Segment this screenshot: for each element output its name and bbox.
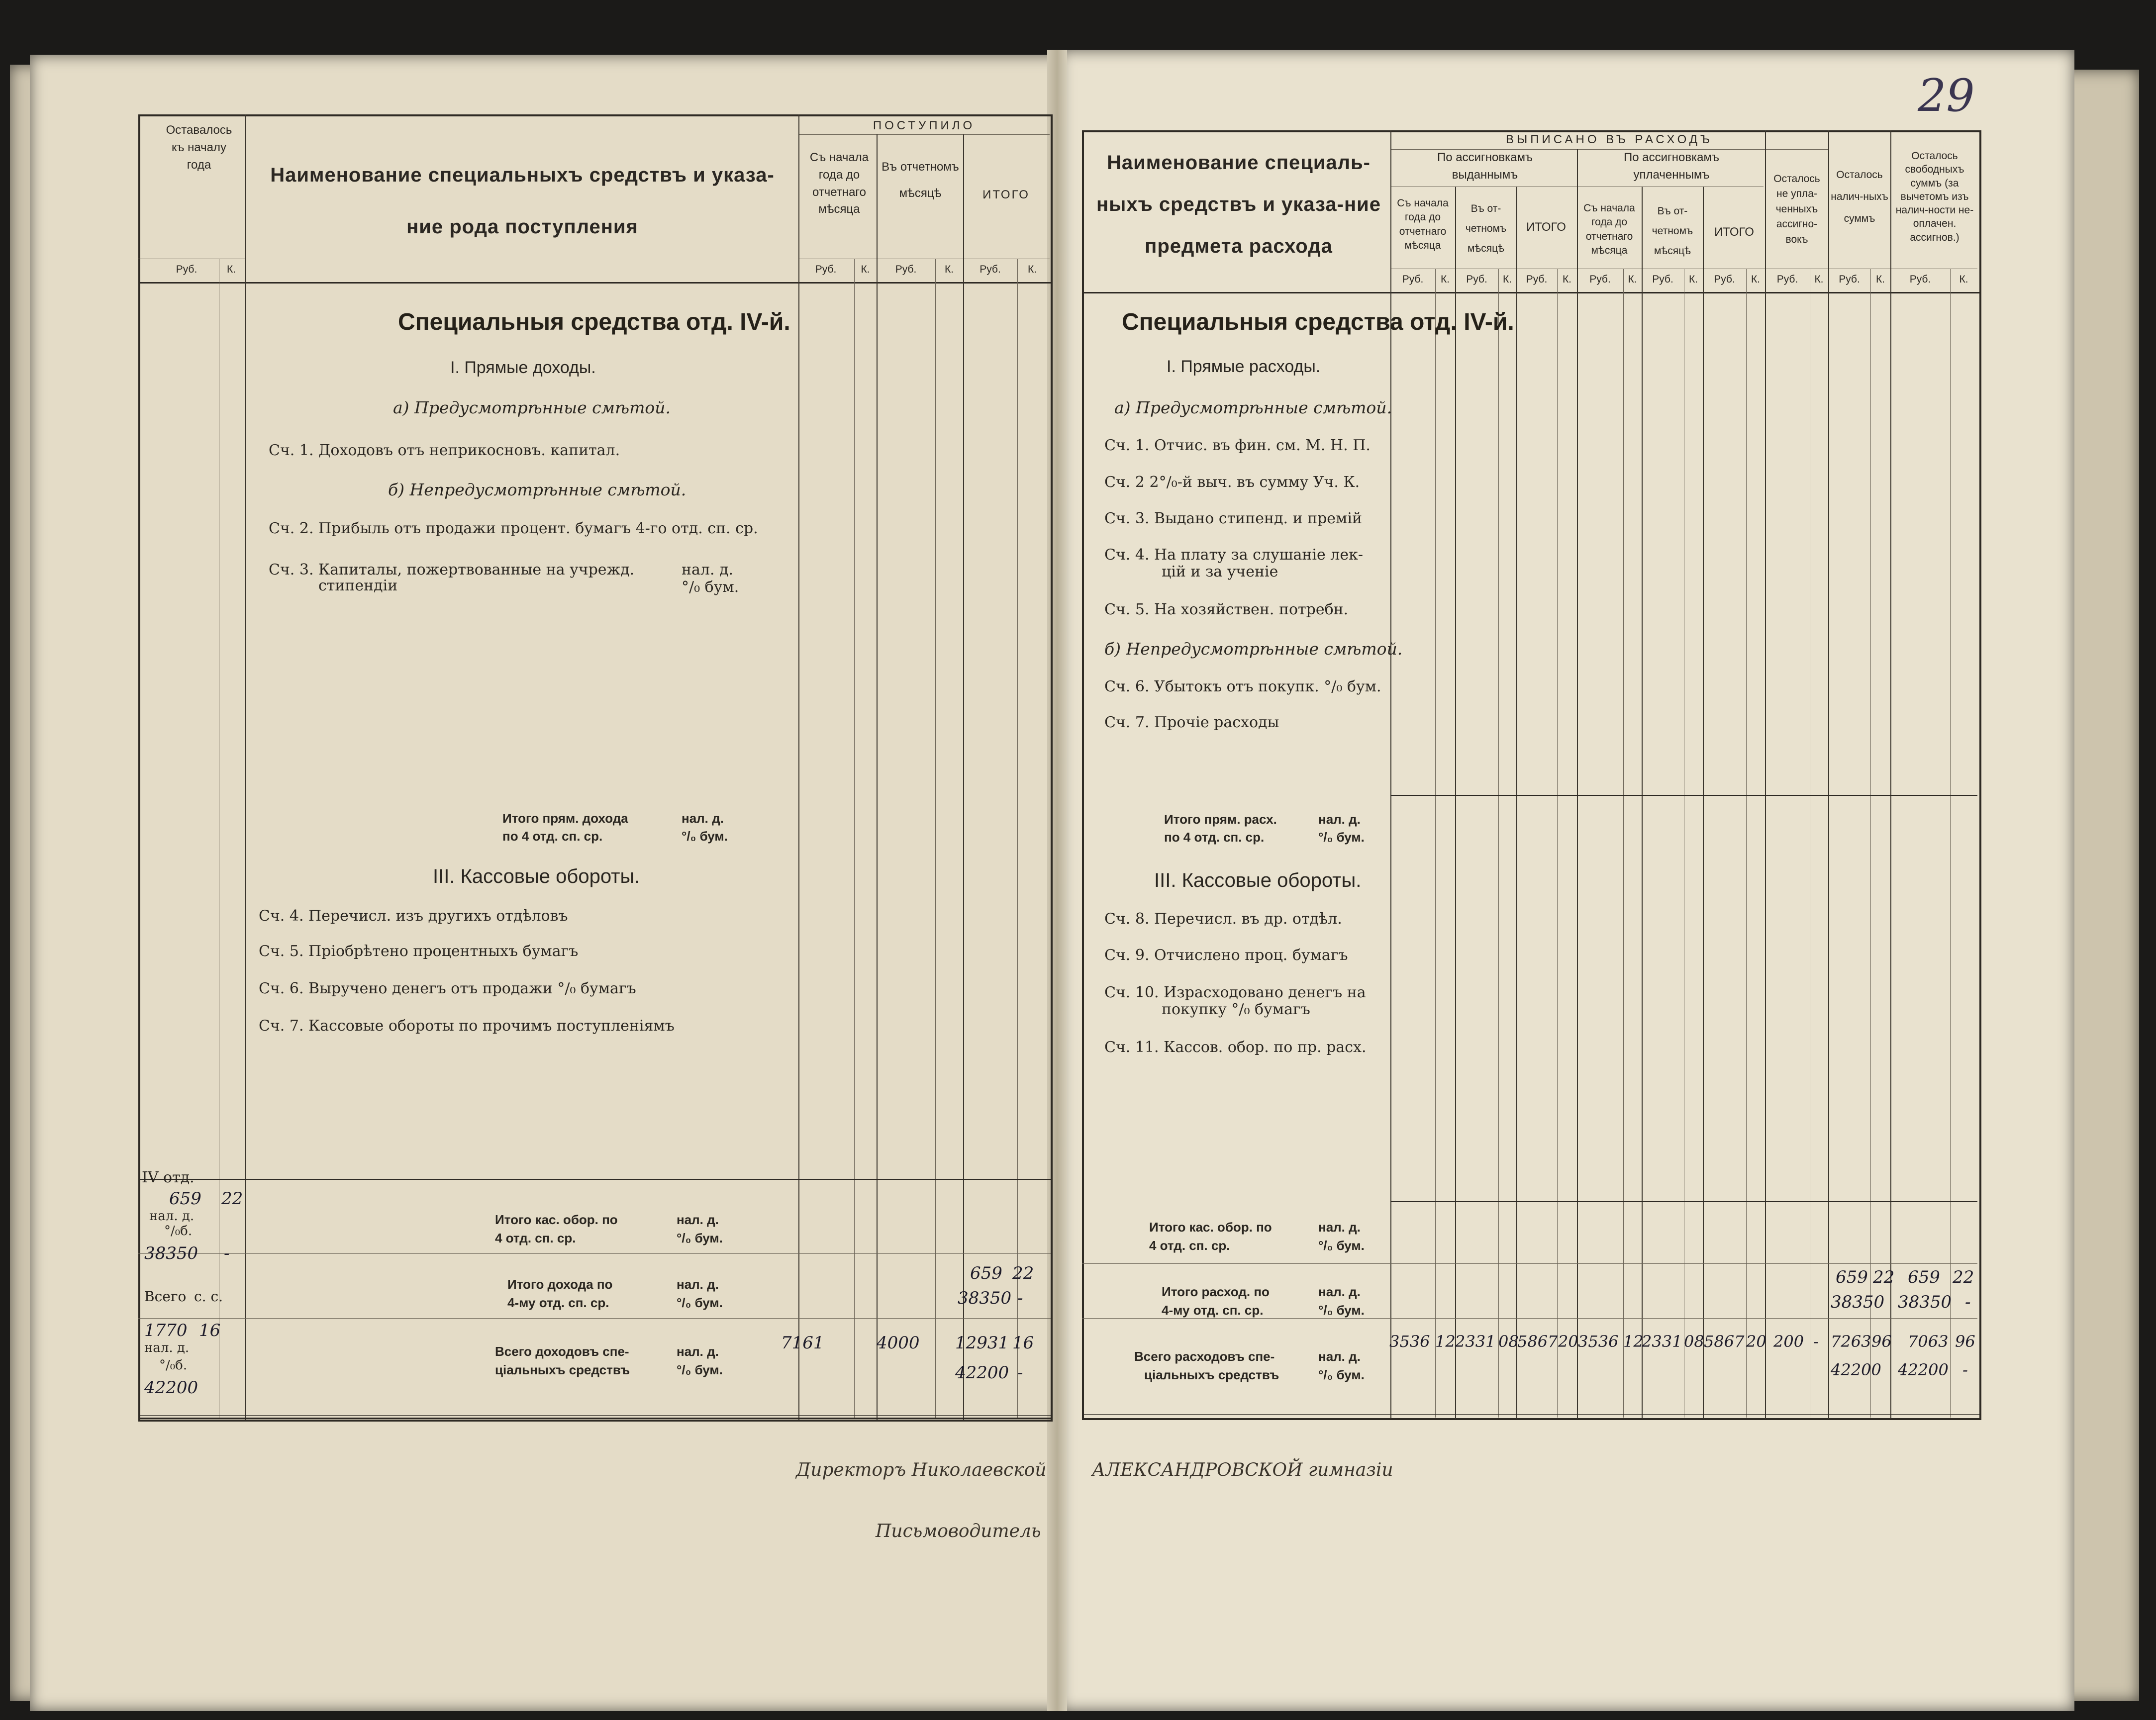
- right-hw-5867-b: 5867: [1704, 1332, 1745, 1351]
- right-line-10b: покупку °/₀ бумагъ: [1162, 1001, 1310, 1018]
- left-hw-dash-3: -: [1017, 1288, 1023, 1308]
- right-header-issued: ВЫПИСАНО ВЪ РАСХОДЪ: [1505, 133, 1713, 146]
- left-hw-42200b: 42200: [955, 1363, 1009, 1383]
- left-hw-22: 22: [221, 1189, 243, 1209]
- right-unit-kop-6: К.: [1751, 274, 1761, 285]
- right-line-2: Сч. 2 2°/₀-й выч. въ сумму Уч. К.: [1104, 474, 1360, 491]
- left-line-7: Сч. 7. Кассовые обороты по прочимъ поступленiямъ: [259, 1017, 675, 1035]
- right-line-5: Сч. 5. На хозяйствен. потребн.: [1104, 601, 1349, 618]
- right-grand-a: Всего расходовъ спе-: [1134, 1349, 1275, 1364]
- left-signature-director: Директоръ Николаевской: [796, 1460, 1047, 1480]
- right-header-by-issued: По ассигновкамъ выданнымъ: [1437, 151, 1533, 182]
- left-unit-kop-2: К.: [861, 264, 870, 275]
- right-unit-kop-8: К.: [1875, 274, 1885, 285]
- right-header-unpaid: Осталось не упла-ченныхъ ассигно-вокъ: [1773, 173, 1820, 245]
- left-header-remained: Оставалось къ началу года: [166, 123, 232, 172]
- right-unit-rub-8: Руб.: [1839, 274, 1860, 285]
- left-margin-nal: нал. д.: [149, 1209, 195, 1224]
- left-line-2: Сч. 2. Прибыль отъ продажи процент. бумагъ 4-го отд. сп. ср.: [269, 520, 758, 537]
- right-header-cash: Осталось налич-ныхъ суммъ: [1831, 169, 1888, 225]
- right-total-cash-b: 4 отд. сп. ср.: [1149, 1238, 1230, 1253]
- right-cash-title: III. Кассовые обороты.: [1154, 869, 1362, 891]
- left-unit-kop: К.: [226, 264, 236, 275]
- right-total-exp-a: Итого расход. по: [1162, 1284, 1270, 1299]
- left-grand-nal: нал. д.: [677, 1344, 719, 1359]
- left-line-6: Сч. 6. Выручено денегъ отъ продажи °/₀ бумагъ: [259, 980, 636, 997]
- right-unit-kop-9: К.: [1959, 274, 1968, 285]
- left-margin-iv: IV отд.: [142, 1169, 195, 1186]
- left-grand-proc: °/₀ бум.: [677, 1362, 723, 1377]
- left-cash-title: III. Кассовые обороты.: [433, 865, 640, 887]
- left-header-total: ИТОГО: [982, 188, 1030, 201]
- right-total-cash-proc: °/₀ бум.: [1318, 1238, 1365, 1253]
- right-hw-96-b: 96: [1955, 1332, 1975, 1351]
- right-unit-rub-3: Руб.: [1526, 274, 1548, 285]
- right-unit-kop-7: К.: [1814, 274, 1824, 285]
- left-line-3b: стипендiи: [318, 577, 398, 594]
- right-signature-gymnasium: АЛЕКСАНДРОВСКОЙ гимназiи: [1092, 1460, 1393, 1480]
- right-hw-12-a: 12: [1435, 1332, 1456, 1351]
- right-total-direct-b: по 4 отд. сп. ср.: [1164, 830, 1265, 845]
- right-unit-rub-1: Руб.: [1402, 274, 1424, 285]
- right-line-8: Сч. 8. Перечисл. въ др. отдѣл.: [1104, 910, 1342, 928]
- left-unit-rub-3: Руб.: [895, 264, 917, 275]
- right-total-exp-nal: нал. д.: [1318, 1284, 1361, 1299]
- left-hw-22b: 22: [1012, 1263, 1034, 1283]
- left-line-5: Сч. 5. Прiобрѣтено процентныхъ бумагъ: [259, 943, 579, 960]
- right-total-direct-a: Итого прям. расх.: [1164, 812, 1277, 827]
- right-line-1: Сч. 1. Отчис. въ фин. см. М. Н. П.: [1104, 437, 1371, 454]
- right-unit-kop-5: К.: [1688, 274, 1698, 285]
- right-line-7: Сч. 7. Прочiе расходы: [1104, 714, 1279, 731]
- right-section-title: Специальныя средства отд. IV-й.: [1122, 309, 1514, 335]
- right-header-bottom: [1082, 292, 1979, 293]
- left-total-cash-nal: нал. д.: [677, 1212, 719, 1227]
- right-b-label: б) Непредусмотрѣнные смѣтой.: [1104, 639, 1403, 659]
- left-a-label: а) Предусмотрѣнные смѣтой.: [393, 398, 671, 417]
- right-line-10a: Сч. 10. Израсходовано денегъ на: [1104, 984, 1366, 1001]
- left-total-cash-b: 4 отд. сп. ср.: [495, 1231, 576, 1245]
- right-unit-kop-2: К.: [1502, 274, 1512, 285]
- right-hw-dash-a: -: [1965, 1292, 1971, 1312]
- left-total-direct-b: по 4 отд. сп. ср.: [502, 829, 603, 844]
- right-line-4a: Сч. 4. На плату за слушанiе лек-: [1104, 546, 1363, 564]
- right-grand-b: цiальныхъ средствъ: [1144, 1367, 1279, 1382]
- right-total-direct-nal: нал. д.: [1318, 812, 1361, 827]
- left-total-income-b: 4-му отд. сп. ср.: [507, 1295, 609, 1310]
- left-line-3-nal: нал. д.: [682, 561, 734, 578]
- right-header-in-month-1: Въ от-четномъ мѣсяцѣ: [1465, 203, 1507, 254]
- left-hw-dash-2: -: [1017, 1363, 1023, 1383]
- left-grand-a: Всего доходовъ спе-: [495, 1344, 629, 1359]
- left-line-4: Сч. 4. Перечисл. изъ другихъ отдѣловъ: [259, 907, 568, 925]
- right-hw-22-b: 22: [1953, 1267, 1974, 1287]
- right-a-label: а) Предусмотрѣнные смѣтой.: [1114, 398, 1392, 417]
- left-hw-659: 659: [169, 1189, 201, 1209]
- right-hw-38350-b: 38350: [1898, 1292, 1952, 1312]
- right-hw-08-a: 08: [1498, 1332, 1519, 1351]
- right-hw-7263: 7263: [1831, 1332, 1871, 1351]
- right-header-total-1: ИТОГО: [1526, 220, 1566, 234]
- right-grand-nal: нал. д.: [1318, 1349, 1361, 1364]
- right-unit-kop-4: К.: [1628, 274, 1637, 285]
- right-unit-rub-5: Руб.: [1652, 274, 1673, 285]
- left-total-cash-a: Итого кас. обор. по: [495, 1212, 618, 1227]
- left-unit-kop-3: К.: [944, 264, 954, 275]
- right-line-4b: цiй и за ученiе: [1162, 563, 1278, 580]
- right-hw-22-a: 22: [1873, 1267, 1895, 1287]
- right-hw-20-b: 20: [1746, 1332, 1766, 1351]
- left-grand-b: цiальныхъ средствъ: [495, 1362, 630, 1377]
- right-hw-dash-c: -: [1962, 1360, 1968, 1379]
- right-hw-38350-a: 38350: [1831, 1292, 1885, 1312]
- right-total-exp-b: 4-му отд. сп. ср.: [1162, 1303, 1264, 1318]
- right-unit-rub-9: Руб.: [1909, 274, 1931, 285]
- right-grand-proc: °/₀ бум.: [1318, 1367, 1365, 1382]
- right-unit-rub-7: Руб.: [1776, 274, 1798, 285]
- right-total-cash-nal: нал. д.: [1318, 1220, 1361, 1235]
- right-hw-42200-a: 42200: [1831, 1360, 1881, 1379]
- left-hw-dash: -: [224, 1243, 230, 1263]
- right-line-11: Сч. 11. Кассов. обор. по пр. расх.: [1104, 1039, 1367, 1056]
- right-total-exp-proc: °/₀ бум.: [1318, 1303, 1365, 1318]
- right-hw-659-a: 659: [1836, 1267, 1868, 1287]
- left-total-income-proc: °/₀ бум.: [677, 1295, 723, 1310]
- left-section-title: Специальныя средства отд. IV-й.: [398, 309, 790, 335]
- right-line-3: Сч. 3. Выдано стипенд. и премiй: [1104, 510, 1362, 527]
- left-line-3-proc: °/₀ бум.: [682, 578, 739, 596]
- right-hw-2331-a: 2331: [1455, 1332, 1496, 1351]
- left-unit-rub-4: Руб.: [980, 264, 1001, 275]
- right-header-by-paid: По ассигновкамъ уплаченнымъ: [1624, 151, 1719, 182]
- right-total-direct-proc: °/₀ бум.: [1318, 830, 1365, 845]
- left-hw-42200: 42200: [144, 1378, 198, 1398]
- right-hw-3536-a: 3536: [1389, 1332, 1430, 1351]
- left-unit-kop-4: К.: [1027, 264, 1037, 275]
- right-hw-08-b: 08: [1684, 1332, 1704, 1351]
- left-total-cash-proc: °/₀ бум.: [677, 1231, 723, 1245]
- right-line-6: Сч. 6. Убытокъ отъ покупк. °/₀ бум.: [1104, 678, 1381, 695]
- right-hw-dash-b: -: [1813, 1332, 1819, 1351]
- left-line-1: Сч. 1. Доходовъ отъ неприкосновъ. капитал.: [269, 442, 620, 459]
- right-header-total-2: ИТОГО: [1714, 225, 1754, 239]
- left-unit-rub: Руб.: [176, 264, 197, 275]
- left-hw-7161: 7161: [781, 1333, 824, 1353]
- left-total-direct-proc: °/₀ бум.: [682, 829, 728, 844]
- left-b-label: б) Непредусмотрѣнные смѣтой.: [388, 480, 686, 499]
- right-unit-rub-6: Руб.: [1714, 274, 1735, 285]
- right-header-from-start-2: Съ начала года до отчетнаго мѣсяца: [1583, 202, 1635, 257]
- left-total-direct-a: Итого прям. дохода: [502, 811, 628, 826]
- left-hw-659b: 659: [970, 1263, 1002, 1283]
- left-margin-nal-2: нал. д.: [144, 1340, 190, 1355]
- left-total-direct-nal: нал. д.: [682, 811, 724, 826]
- left-total-income-a: Итого дохода по: [507, 1277, 613, 1292]
- right-unit-kop-3: К.: [1562, 274, 1572, 285]
- right-header-free: Осталось свободныхъ суммъ (за вычетомъ изъ налич-ности не-оплачен. ассигнов.): [1895, 150, 1974, 243]
- right-line-9: Сч. 9. Отчислено проц. бумагъ: [1104, 947, 1348, 964]
- left-margin-vsego: Всего: [144, 1288, 187, 1305]
- right-direct-exp: I. Прямые расходы.: [1167, 357, 1321, 376]
- left-margin-ss: с. с.: [194, 1288, 223, 1305]
- right-hw-3536-b: 3536: [1578, 1332, 1619, 1351]
- left-direct-income: I. Прямые доходы.: [450, 358, 596, 377]
- right-hw-7063: 7063: [1908, 1332, 1949, 1351]
- right-header-from-start-1: Съ начала года до отчетнаго мѣсяца: [1397, 197, 1449, 252]
- right-unit-kop-1: К.: [1440, 274, 1450, 285]
- left-header-name: Наименование специальныхъ средствъ и указа-ние рода поступления: [270, 164, 775, 238]
- left-header-in-month: Въ отчетномъ мѣсяцѣ: [882, 160, 959, 200]
- left-hw-38350: 38350: [144, 1243, 198, 1263]
- right-hw-2331-b: 2331: [1642, 1332, 1682, 1351]
- left-signature-clerk: Письмоводитель: [876, 1521, 1041, 1541]
- right-hw-42200-b: 42200: [1898, 1360, 1949, 1379]
- right-header-name: Наименование специаль-ныхъ средствъ и указа-ние предмета расхода: [1096, 152, 1381, 257]
- right-total-cash-a: Итого кас. обор. по: [1149, 1220, 1272, 1235]
- right-hw-5867-a: 5867: [1517, 1332, 1558, 1351]
- left-header-from-start: Съ начала года до отчетнаго мѣсяца: [809, 151, 869, 216]
- left-unit-rub-2: Руб.: [815, 264, 837, 275]
- page-number: 29: [1918, 70, 1975, 122]
- right-header-in-month-2: Въ от-четномъ мѣсяцѣ: [1652, 205, 1693, 257]
- right-hw-96-a: 96: [1871, 1332, 1892, 1351]
- left-total-income-nal: нал. д.: [677, 1277, 719, 1292]
- left-line-3a: Сч. 3. Капиталы, пожертвованные на учрежд.: [269, 561, 635, 578]
- left-hw-12931: 12931: [955, 1333, 1009, 1353]
- left-hw-4000: 4000: [877, 1333, 920, 1353]
- right-hw-12-b: 12: [1623, 1332, 1644, 1351]
- right-unit-rub-4: Руб.: [1589, 274, 1611, 285]
- left-hw-16: 16: [199, 1321, 221, 1340]
- right-unit-rub-2: Руб.: [1466, 274, 1487, 285]
- right-hw-200: 200: [1773, 1332, 1804, 1351]
- left-hw-38350b: 38350: [958, 1288, 1012, 1308]
- left-hw-16b: 16: [1012, 1333, 1034, 1353]
- left-hw-1770: 1770: [144, 1321, 188, 1340]
- left-header-bottom: [138, 282, 1051, 284]
- left-margin-proc: °/₀б.: [164, 1224, 193, 1239]
- right-hw-20-a: 20: [1558, 1332, 1578, 1351]
- left-header-received: ПОСТУПИЛО: [873, 119, 976, 132]
- left-margin-proc-2: °/₀б.: [159, 1358, 188, 1373]
- right-hw-659-b: 659: [1908, 1267, 1940, 1287]
